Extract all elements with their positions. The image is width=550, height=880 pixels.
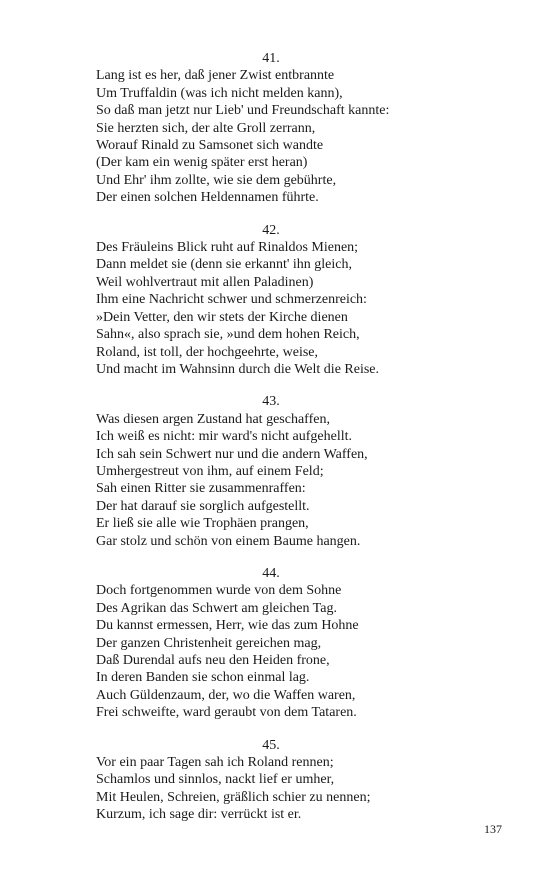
stanza-42 [96,222,446,379]
verse-line: Gar stolz und schön von einem Baume hangen. [96,533,361,549]
stanza-41 [96,50,446,207]
verse-line: Er ließ sie alle wie Trophäen prangen, [96,516,309,532]
verse-line: Auch Güldenzaum, der, wo die Waffen waren, [96,687,356,703]
verse-line: Schamlos und sinnlos, nackt lief er umher, [96,772,335,788]
verse-line: Mit Heulen, Schreien, gräßlich schier zu nennen; [96,789,371,805]
verse-line: Worauf Rinald zu Samsonet sich wandte [96,138,324,154]
verse-line: Sah einen Ritter sie zusammenraffen: [96,481,306,497]
verse-line: Weil wohlvertraut mit allen Paladinen) [96,274,314,290]
stanza-number: 43. [262,394,280,410]
stanza-44 [96,565,446,722]
verse-line: Und macht im Wahnsinn durch die Welt die Reise. [96,361,380,377]
verse-line: Daß Durendal aufs neu den Heiden frone, [96,653,330,668]
verse-line: Der hat darauf sie sorglich aufgestellt. [96,498,310,514]
stanza-number: 44. [262,565,280,581]
verse-line: Sie herzten sich, der alte Groll zerrann, [96,120,316,136]
stanza-number: 41. [262,51,280,66]
verse-line: Dann meldet sie (denn sie erkannt' ihn gleich, [96,257,352,273]
verse-line: Vor ein paar Tagen sah ich Roland rennen; [96,755,334,771]
verse-line: Und Ehr' ihm zollte, wie sie dem gebührte, [96,172,337,188]
verse-line: Lang ist es her, daß jener Zwist entbrannte [96,68,335,84]
verse-line: (Der kam ein wenig später erst heran) [96,155,308,171]
verse-line: Des Agrikan das Schwert am gleichen Tag. [96,600,337,616]
verse-line: Ihm eine Nachricht schwer und schmerzenreich: [96,292,367,308]
verse-line: Doch fortgenommen wurde von dem Sohne [96,583,342,599]
verse-line: Um Truffaldin (was ich nicht melden kann), [96,85,343,101]
verse-line: Ich sah sein Schwert nur und die andern Waffen, [96,446,368,462]
stanza-43 [96,393,446,550]
verse-line: Roland, ist toll, der hochgeehrte, weise, [96,344,318,360]
verse-line: Ich weiß es nicht: mir ward's nicht aufgehellt. [96,429,352,445]
verse-line: Du kannst ermessen, Herr, wie das zum Hohne [96,618,359,634]
verse-line: So daß man jetzt nur Lieb' und Freundschaft kannte: [96,103,390,119]
verse-line: Umhergestreut von ihm, auf einem Feld; [96,463,324,479]
verse-line: Kurzum, ich sage dir: verrückt ist er. [96,807,302,823]
verse-line: Was diesen argen Zustand hat geschaffen, [96,411,330,427]
verse-line: »Dein Vetter, den wir stets der Kirche dienen [96,309,348,325]
stanza-45 [96,737,446,824]
verse-line: Der ganzen Christenheit gereichen mag, [96,635,322,651]
verse-line: Frei schweifte, ward geraubt von dem Tataren. [96,705,357,721]
verse-line: In deren Banden sie schon einmal lag. [96,670,310,686]
verse-line: Der einen solchen Heldennamen führte. [96,190,319,206]
verse-line: Des Fräuleins Blick ruht auf Rinaldos Mienen; [96,240,359,256]
page-number: 137 [484,822,502,836]
stanza-number: 45. [262,737,280,753]
verse-line: Sahn«, also sprach sie, »und dem hohen Reich, [96,327,360,343]
text-body [96,50,446,839]
stanza-number: 42. [262,222,280,238]
